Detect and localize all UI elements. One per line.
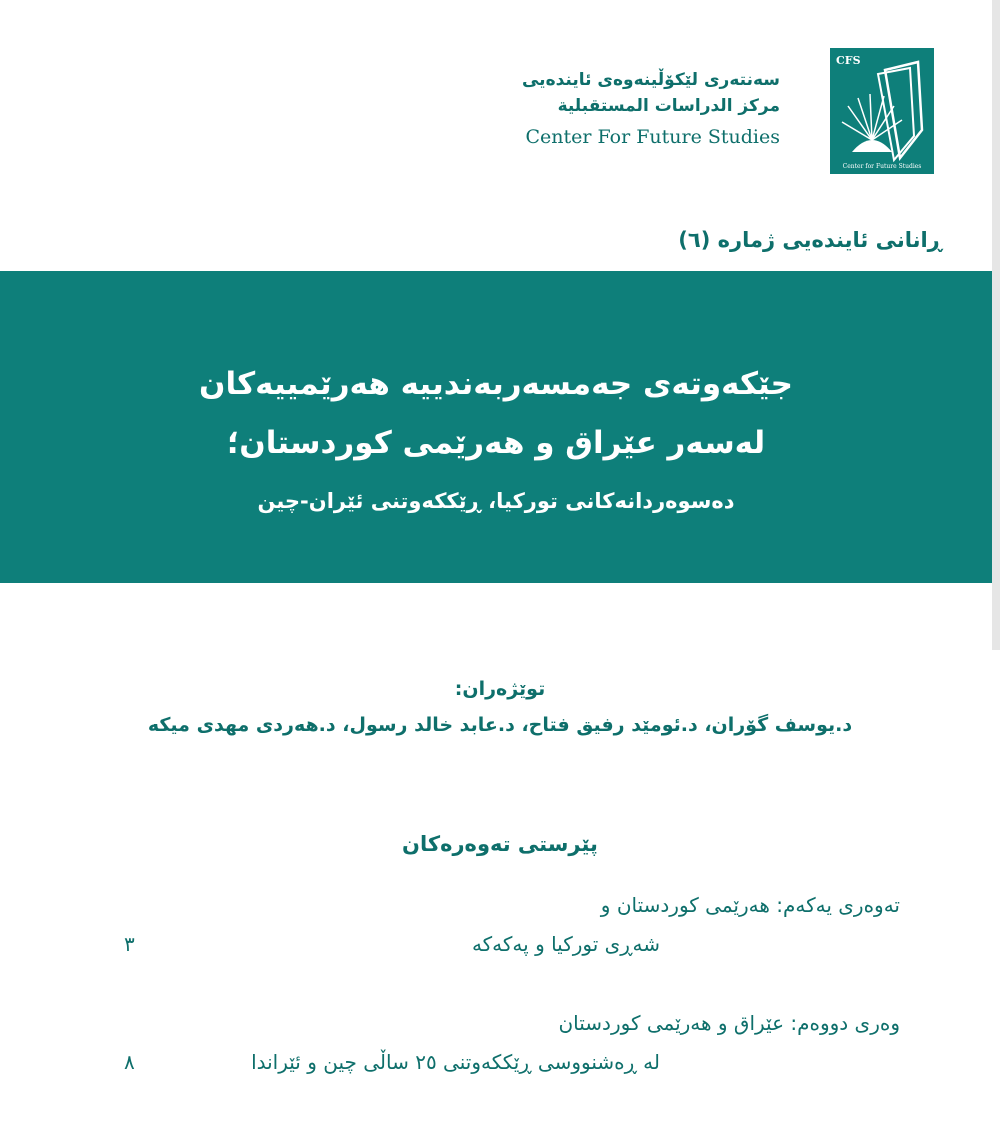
toc-heading: پێرستی تەوەرەکان bbox=[402, 832, 598, 856]
toc-entry-2-line-2: لە ڕەشنووسی ڕێککەوتنی ٢٥ ساڵی چین و ئێراندا bbox=[251, 1050, 660, 1074]
series-label: ڕانانی ئایندەیی ژمارە (٦) bbox=[678, 228, 942, 252]
org-name-kurdish: سەنتەری لێکۆڵینەوەی ئایندەیی bbox=[521, 70, 780, 90]
cfs-logo bbox=[830, 48, 934, 174]
org-name-arabic: مركز الدراسات المستقبلية bbox=[557, 96, 780, 116]
subtitle: دەسوەردانەکانی تورکیا، ڕێککەوتنی ئێران-چین bbox=[257, 489, 735, 513]
publisher-header bbox=[500, 48, 940, 178]
toc-entry-1-line-2: شەڕی تورکیا و پەکەکە bbox=[471, 932, 660, 956]
logo-caption: Center for Future Studies bbox=[842, 163, 922, 170]
title-line-1: جێکەوتەی جەمسەربەندییە هەرێمییەکان bbox=[199, 366, 793, 402]
authors-label: توێژەران: bbox=[454, 678, 546, 700]
toc-entry-2-page: ٨ bbox=[124, 1050, 135, 1074]
logo-abbreviation: CFS bbox=[836, 54, 861, 67]
title-line-2: لەسەر عێراق و هەرێمی کوردستان؛ bbox=[226, 425, 766, 461]
toc-entry-1-line-1: تەوەری یەکەم: هەرێمی کوردستان و bbox=[600, 893, 900, 917]
org-name-english: Center For Future Studies bbox=[525, 126, 780, 148]
page-edge-shadow bbox=[992, 0, 1000, 650]
toc-entry-2-line-1: وەری دووەم: عێراق و هەرێمی کوردستان bbox=[558, 1011, 900, 1035]
authors-names: د.یوسف گۆران، د.ئومێد رفيق فتاح، د.عابد خالد رسول، د.هەردی مهدی میکە bbox=[147, 714, 853, 736]
toc-entry-1-page: ٣ bbox=[124, 932, 135, 956]
title-banner bbox=[0, 271, 992, 583]
